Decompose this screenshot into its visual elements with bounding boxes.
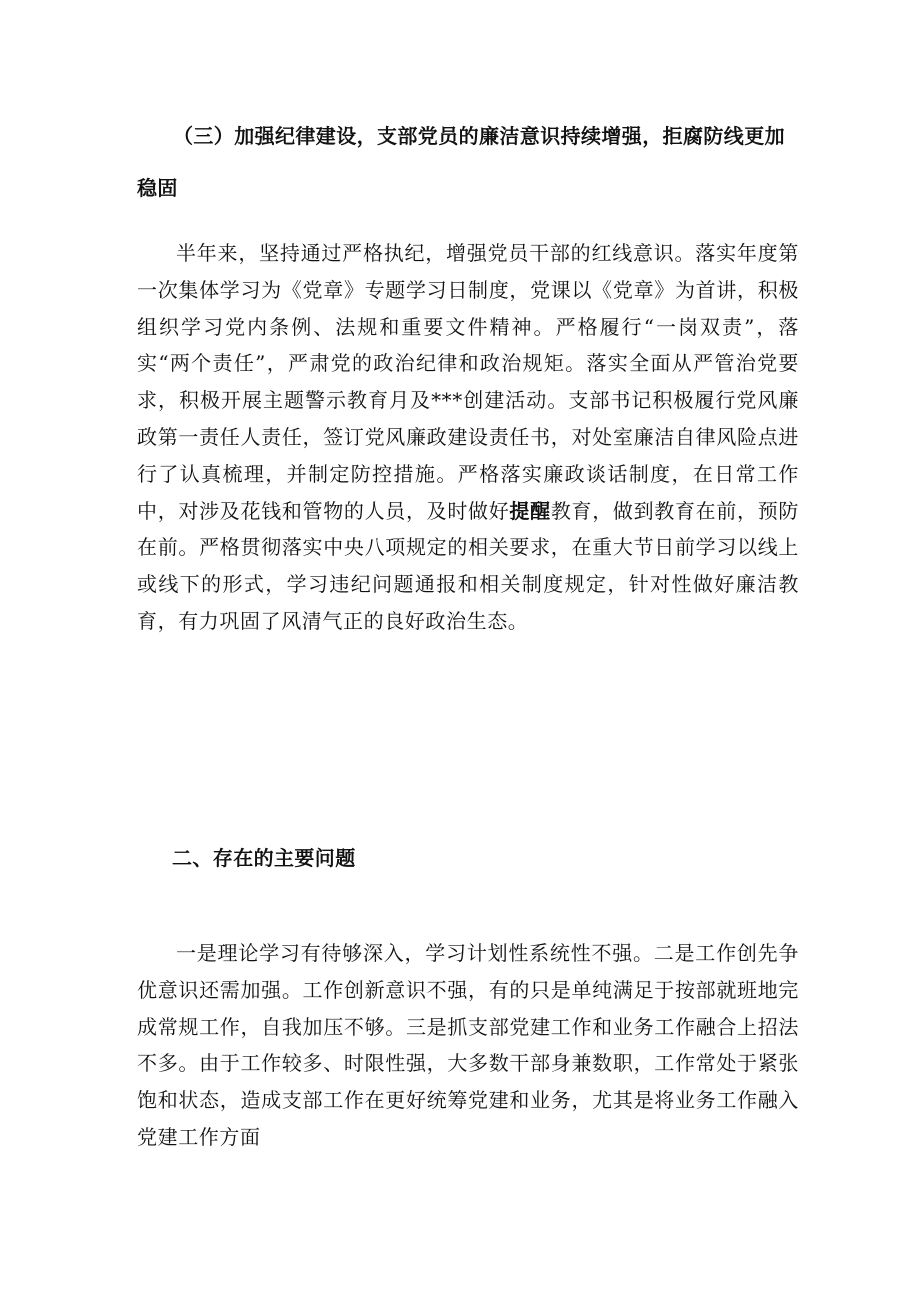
section-2-body-paragraph: 一是理论学习有待够深入，学习计划性系统性不强。二是工作创先争优意识还需加强。工作创新意识不强，有的只是单纯满足于按部就班地完成常规工作，自我加压不够。三是抓支部党建工作和业务工作融合上招法不多。由于工作较多、时限性强，大多数干部身兼数职，工作常处于紧张饱和状态，造成支部工作在更好统筹党建和业务，尤其是将业务工作融入党建工作方面 <box>137 941 799 1149</box>
paragraph-bold-emphasis: 提醒 <box>509 498 551 523</box>
section-3-heading: （三）加强纪律建设，支部党员的廉洁意识持续增强，拒腐防线更加稳固 <box>137 124 785 200</box>
section-3-body-paragraph <box>137 235 799 640</box>
paragraph-text-part-1: 半年来，坚持通过严格执纪，增强党员干部的红线意识。落实年度第一次集体学习为《党章》专题学习日制度，党课以《党章》为首讲，积极组织学习党内条例、法规和重要文件精神。严格履行“一岗双责”，落实“两个责任”，严肃党的政治纪律和政治规矩。落实全面从严管治党要求，积极开展主题警示教育月及***创建活动。支部书记积极履行党风廉政第一责任人责任，签订党风廉政建设责任书，对处室廉洁自律风险点进行了认真梳理，并制定防控措施。严格落实廉政谈话制度，在日常工作中，对涉及花钱和管物的人员，及时做好 <box>137 241 799 523</box>
section-2-heading: 二、存在的主要问题 <box>172 846 356 870</box>
paragraph-text-part-2: 教育，做到教育在前，预防在前。严格贯彻落实中央八项规定的相关要求，在重大节日前学习以线上或线下的形式，学习违纪问题通报和相关制度规定，针对性做好廉洁教育，有力巩固了风清气正的良好政治生态。 <box>137 498 799 633</box>
